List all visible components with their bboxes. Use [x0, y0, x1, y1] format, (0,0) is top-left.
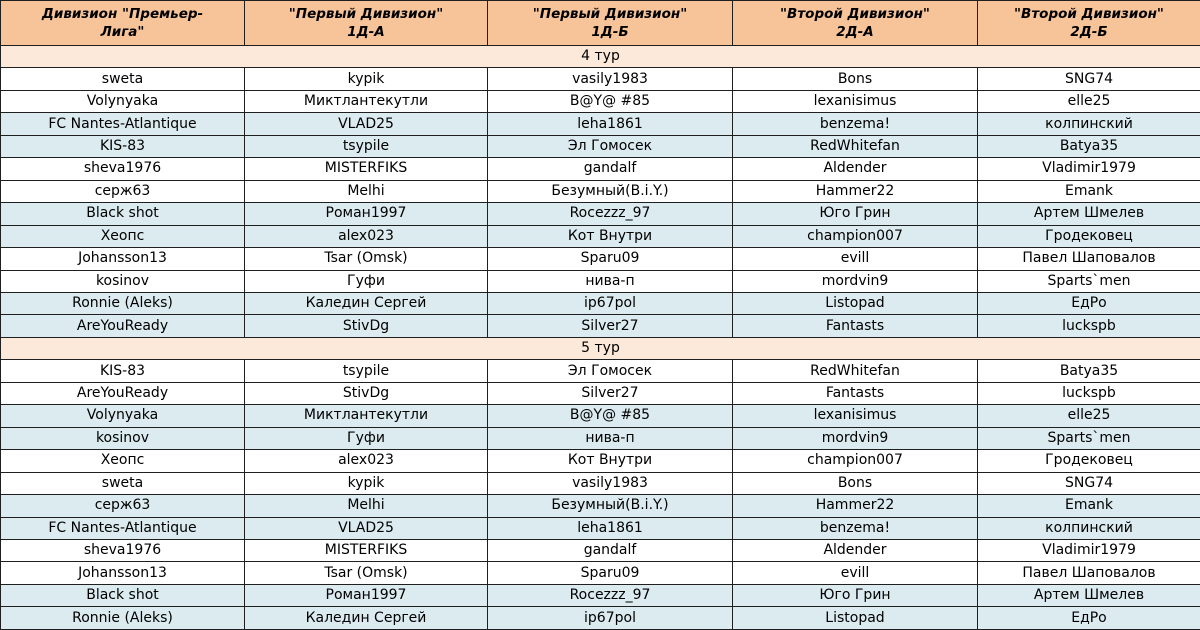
player-cell: Роман1997 [245, 584, 488, 606]
player-cell: Listopad [733, 292, 978, 314]
player-cell: ЕдРо [978, 292, 1200, 314]
player-cell: Гуфи [245, 427, 488, 449]
player-cell: B@Y@ #85 [488, 90, 733, 112]
player-cell: Артем Шмелев [978, 203, 1200, 225]
player-cell: evill [733, 562, 978, 584]
player-cell: RedWhitefan [733, 360, 978, 382]
player-cell: Миктлантекутли [245, 405, 488, 427]
player-cell: mordvin9 [733, 427, 978, 449]
player-cell: Гродековец [978, 450, 1200, 472]
player-cell: Sparts`men [978, 427, 1200, 449]
table-row [1, 495, 1200, 517]
player-cell: Ronnie (Aleks) [1, 292, 245, 314]
player-cell: Павел Шаповалов [978, 562, 1200, 584]
player-cell: alex023 [245, 225, 488, 247]
table-row [1, 225, 1200, 247]
table-row [1, 113, 1200, 135]
player-cell: VLAD25 [245, 517, 488, 539]
player-cell: StivDg [245, 315, 488, 337]
header-second-division-b [978, 1, 1200, 46]
table-row [1, 360, 1200, 382]
table-row [1, 584, 1200, 606]
player-cell: VLAD25 [245, 113, 488, 135]
player-cell: MISTERFIKS [245, 158, 488, 180]
header-second-division-a [733, 1, 978, 46]
header-line: 1Д-Б [591, 24, 629, 40]
player-cell: Silver27 [488, 315, 733, 337]
player-cell: Bons [733, 68, 978, 90]
player-cell: колпинский [978, 517, 1200, 539]
table-row [1, 90, 1200, 112]
player-cell: Melhi [245, 180, 488, 202]
header-line: Лига" [100, 24, 145, 40]
player-cell: нива-п [488, 270, 733, 292]
player-cell: Aldender [733, 158, 978, 180]
table-body [1, 46, 1200, 630]
player-cell: нива-п [488, 427, 733, 449]
table-row [1, 539, 1200, 561]
player-cell: FC Nantes-Atlantique [1, 113, 245, 135]
table-row [1, 607, 1200, 630]
player-cell: RedWhitefan [733, 135, 978, 157]
player-cell: lexanisimus [733, 90, 978, 112]
player-cell: серж63 [1, 495, 245, 517]
table-row [1, 270, 1200, 292]
header-line: 2Д-А [836, 24, 874, 40]
player-cell: kosinov [1, 427, 245, 449]
player-cell: lexanisimus [733, 405, 978, 427]
player-cell: StivDg [245, 382, 488, 404]
player-cell: Юго Грин [733, 584, 978, 606]
player-cell: FC Nantes-Atlantique [1, 517, 245, 539]
player-cell: champion007 [733, 450, 978, 472]
player-cell: серж63 [1, 180, 245, 202]
player-cell: Vladimir1979 [978, 158, 1200, 180]
round-title: 5 тур [1, 337, 1200, 359]
header-line: "Второй Дивизион" [780, 6, 930, 22]
header-line: 2Д-Б [1070, 24, 1108, 40]
player-cell: alex023 [245, 450, 488, 472]
round-title: 4 тур [1, 46, 1200, 68]
table-row [1, 315, 1200, 337]
player-cell: Миктлантекутли [245, 90, 488, 112]
player-cell: Vladimir1979 [978, 539, 1200, 561]
player-cell: Emank [978, 180, 1200, 202]
player-cell: benzema! [733, 113, 978, 135]
player-cell: Emank [978, 495, 1200, 517]
player-cell: Bons [733, 472, 978, 494]
table-row [1, 562, 1200, 584]
table-row [1, 382, 1200, 404]
table-row [1, 405, 1200, 427]
table-row [1, 180, 1200, 202]
player-cell: Каледин Сергей [245, 292, 488, 314]
player-cell: Rocezzz_97 [488, 584, 733, 606]
player-cell: Tsar (Omsk) [245, 562, 488, 584]
table-row [1, 68, 1200, 90]
player-cell: Кот Внутри [488, 450, 733, 472]
player-cell: KIS-83 [1, 360, 245, 382]
player-cell: Хеопс [1, 450, 245, 472]
player-cell: Batya35 [978, 360, 1200, 382]
player-cell: gandalf [488, 158, 733, 180]
player-cell: Johansson13 [1, 562, 245, 584]
player-cell: Fantasts [733, 382, 978, 404]
player-cell: Гродековец [978, 225, 1200, 247]
player-cell: Артем Шмелев [978, 584, 1200, 606]
player-cell: sweta [1, 472, 245, 494]
player-cell: Хеопс [1, 225, 245, 247]
header-line: "Первый Дивизион" [532, 6, 688, 22]
player-cell: sheva1976 [1, 539, 245, 561]
table-row [1, 450, 1200, 472]
player-cell: AreYouReady [1, 382, 245, 404]
table-row [1, 292, 1200, 314]
player-cell: Rocezzz_97 [488, 203, 733, 225]
player-cell: evill [733, 248, 978, 270]
player-cell: leha1861 [488, 113, 733, 135]
player-cell: Эл Гомосек [488, 135, 733, 157]
player-cell: vasily1983 [488, 472, 733, 494]
header-line: 1Д-А [347, 24, 385, 40]
player-cell: B@Y@ #85 [488, 405, 733, 427]
player-cell: Юго Грин [733, 203, 978, 225]
player-cell: MISTERFIKS [245, 539, 488, 561]
header-line: "Второй Дивизион" [1014, 6, 1164, 22]
player-cell: Batya35 [978, 135, 1200, 157]
player-cell: Black shot [1, 203, 245, 225]
player-cell: champion007 [733, 225, 978, 247]
player-cell: Fantasts [733, 315, 978, 337]
header-first-division-b [488, 1, 733, 46]
player-cell: Ronnie (Aleks) [1, 607, 245, 630]
table-row [1, 158, 1200, 180]
table-header [1, 1, 1200, 46]
player-cell: Sparts`men [978, 270, 1200, 292]
player-cell: Hammer22 [733, 495, 978, 517]
player-cell: Кот Внутри [488, 225, 733, 247]
header-row [1, 1, 1200, 46]
player-cell: SNG74 [978, 472, 1200, 494]
player-cell: Hammer22 [733, 180, 978, 202]
player-cell: Каледин Сергей [245, 607, 488, 630]
header-first-division-a [245, 1, 488, 46]
player-cell: Melhi [245, 495, 488, 517]
player-cell: Volynyaka [1, 405, 245, 427]
player-cell: Безумный(B.i.Y.) [488, 495, 733, 517]
player-cell: sheva1976 [1, 158, 245, 180]
player-cell: ЕдРо [978, 607, 1200, 630]
player-cell: Гуфи [245, 270, 488, 292]
player-cell: sweta [1, 68, 245, 90]
header-line: Дивизион "Премьер- [41, 6, 204, 22]
player-cell: kypik [245, 472, 488, 494]
player-cell: Silver27 [488, 382, 733, 404]
header-line: "Первый Дивизион" [288, 6, 444, 22]
player-cell: Роман1997 [245, 203, 488, 225]
round-header-row [1, 337, 1200, 359]
player-cell: tsypile [245, 135, 488, 157]
player-cell: KIS-83 [1, 135, 245, 157]
table-row [1, 248, 1200, 270]
table-row [1, 517, 1200, 539]
player-cell: Павел Шаповалов [978, 248, 1200, 270]
player-cell: Johansson13 [1, 248, 245, 270]
header-premier-league [1, 1, 245, 46]
player-cell: tsypile [245, 360, 488, 382]
player-cell: elle25 [978, 405, 1200, 427]
player-cell: Listopad [733, 607, 978, 630]
player-cell: Aldender [733, 539, 978, 561]
player-cell: Sparu09 [488, 562, 733, 584]
player-cell: mordvin9 [733, 270, 978, 292]
player-cell: vasily1983 [488, 68, 733, 90]
table-row [1, 427, 1200, 449]
player-cell: AreYouReady [1, 315, 245, 337]
player-cell: elle25 [978, 90, 1200, 112]
player-cell: SNG74 [978, 68, 1200, 90]
player-cell: luckspb [978, 382, 1200, 404]
player-cell: Эл Гомосек [488, 360, 733, 382]
round-header-row [1, 46, 1200, 68]
player-cell: leha1861 [488, 517, 733, 539]
player-cell: Black shot [1, 584, 245, 606]
player-cell: luckspb [978, 315, 1200, 337]
table-row [1, 203, 1200, 225]
player-cell: kypik [245, 68, 488, 90]
player-cell: ip67pol [488, 607, 733, 630]
player-cell: kosinov [1, 270, 245, 292]
player-cell: Tsar (Omsk) [245, 248, 488, 270]
player-cell: gandalf [488, 539, 733, 561]
player-cell: Sparu09 [488, 248, 733, 270]
player-cell: benzema! [733, 517, 978, 539]
player-cell: колпинский [978, 113, 1200, 135]
table-row [1, 472, 1200, 494]
player-cell: ip67pol [488, 292, 733, 314]
player-cell: Volynyaka [1, 90, 245, 112]
player-cell: Безумный(B.i.Y.) [488, 180, 733, 202]
table-row [1, 135, 1200, 157]
